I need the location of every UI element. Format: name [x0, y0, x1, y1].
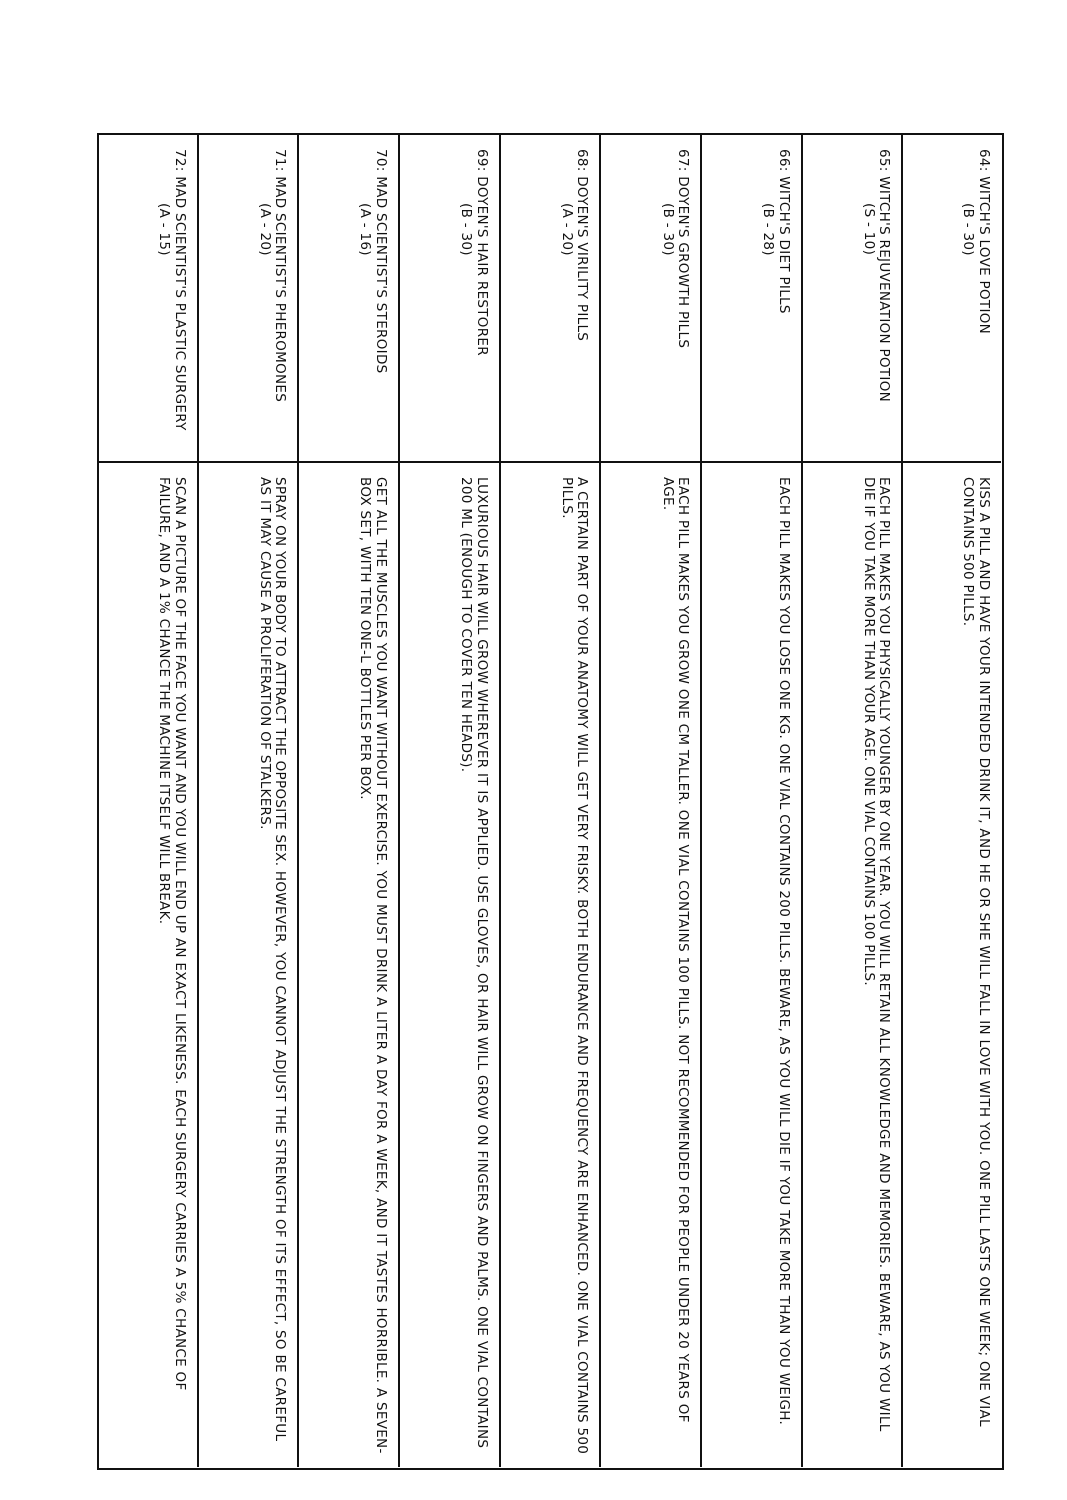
item-description-cell	[198, 462, 299, 1467]
item-name-cell	[298, 135, 399, 462]
item-name-cell	[802, 135, 903, 462]
item-name: 68: DOYEN'S VIRILITY PILLS	[574, 149, 591, 342]
item-name-cell	[500, 135, 601, 462]
item-description: A CERTAIN PART OF YOUR ANATOMY WILL GET VERY FRISKY. BOTH ENDURANCE AND FREQUENCY ARE ENHANCED. ONE VIAL CONTAINS 500 PILLS.	[558, 477, 591, 1455]
item-rank: (B - 30)	[659, 203, 676, 256]
item-name-cell	[701, 135, 802, 462]
item-description: KISS A PILL AND HAVE YOUR INTENDED DRINK IT, AND HE OR SHE WILL FALL IN LOVE WITH YOU. ONE PILL LASTS ONE WEEK; ONE VIAL CONTAINS 500 PILLS.	[960, 477, 992, 1427]
table-row	[298, 135, 399, 1467]
item-description: GET ALL THE MUSCLES YOU WANT WITHOUT EXERCISE. YOU MUST DRINK A LITER A DAY FOR A WEEK, AND IT TASTES HORRIBLE. A SEVEN-BOX SET, WITH TEN ONE-L BOTTLES PER BOX.	[357, 477, 390, 1454]
item-name-cell	[902, 135, 1001, 462]
item-description-cell	[298, 462, 399, 1467]
item-name-cell	[600, 135, 701, 462]
item-description-cell	[99, 462, 198, 1467]
table-row	[500, 135, 601, 1467]
item-name: 64: WITCH'S LOVE POTION	[976, 149, 992, 335]
table-row	[802, 135, 903, 1467]
item-rank: (A - 16)	[357, 203, 374, 256]
item-description-cell	[802, 462, 903, 1467]
item-name: 65: WITCH'S REJUVENATION POTION	[876, 149, 893, 403]
item-name: 70: MAD SCIENTIST'S STEROIDS	[373, 149, 390, 374]
item-rank: (B - 30)	[960, 203, 977, 256]
item-name-cell	[99, 135, 198, 462]
item-name: 71: MAD SCIENTIST'S PHEROMONES	[272, 149, 289, 403]
item-rank: (A - 20)	[256, 203, 273, 256]
item-description-cell	[902, 462, 1001, 1467]
item-rank: (A - 15)	[156, 203, 173, 256]
item-rank: (B - 28)	[760, 203, 777, 256]
table-row	[600, 135, 701, 1467]
item-table-frame	[97, 133, 1004, 1470]
item-description: EACH PILL MAKES YOU GROW ONE CM TALLER. ONE VIAL CONTAINS 100 PILLS. NOT RECOMMENDED FOR PEOPLE UNDER 20 YEARS OF AGE.	[659, 477, 692, 1423]
item-description-cell	[600, 462, 701, 1467]
table-row	[399, 135, 500, 1467]
item-description: SPRAY ON YOUR BODY TO ATTRACT THE OPPOSITE SEX. HOWEVER, YOU CANNOT ADJUST THE STRENGTH OF ITS EFFECT, SO BE CAREFUL AS IT MAY CAUSE A PROLIFERATION OF STALKERS.	[256, 477, 289, 1442]
item-description-cell	[399, 462, 500, 1467]
item-description-cell	[701, 462, 802, 1467]
table-row	[902, 135, 1001, 1467]
table-row	[99, 135, 198, 1467]
item-rank: (B - 30)	[458, 203, 475, 256]
item-name-cell	[198, 135, 299, 462]
item-rank: (A - 20)	[558, 203, 575, 256]
rotated-content	[99, 135, 1001, 1467]
item-description: EACH PILL MAKES YOU LOSE ONE KG. ONE VIAL CONTAINS 200 PILLS. BEWARE, AS YOU WILL DIE IF YOU TAKE MORE THAN YOU WEIGH.	[775, 477, 792, 1426]
item-name: 69: DOYEN'S HAIR RESTORER	[473, 149, 490, 356]
item-rank: (S - 10)	[860, 203, 877, 256]
item-description: LUXURIOUS HAIR WILL GROW WHEREVER IT IS APPLIED. USE GLOVES, OR HAIR WILL GROW ON FINGERS AND PALMS. ONE VIAL CONTAINS 200 ML (ENOUGH TO COVER TEN HEADS).	[458, 477, 490, 1449]
item-description: SCAN A PICTURE OF THE FACE YOU WANT AND YOU WILL END UP AN EXACT LIKENESS. EACH SURGERY CARRIES A 5% CHANCE OF FAILURE, AND A 1% CHANCE THE MACHINE ITSELF WILL BREAK.	[156, 477, 188, 1391]
table-row	[701, 135, 802, 1467]
item-table	[99, 135, 1001, 1467]
item-name: 67: DOYEN'S GROWTH PILLS	[675, 149, 692, 349]
item-name: 72: MAD SCIENTIST'S PLASTIC SURGERY	[171, 149, 188, 431]
table-row	[198, 135, 299, 1467]
item-name-cell	[399, 135, 500, 462]
item-description: EACH PILL MAKES YOU PHYSICALLY YOUNGER BY ONE YEAR. YOU WILL RETAIN ALL KNOWLEDGE AND MEMORIES. BEWARE, AS YOU WILL DIE IF YOU TAKE MORE THAN YOUR AGE. ONE VIAL CONTAINS 100 PILLS.	[860, 477, 893, 1432]
item-name: 66: WITCH'S DIET PILLS	[775, 149, 792, 314]
item-description-cell	[500, 462, 601, 1467]
